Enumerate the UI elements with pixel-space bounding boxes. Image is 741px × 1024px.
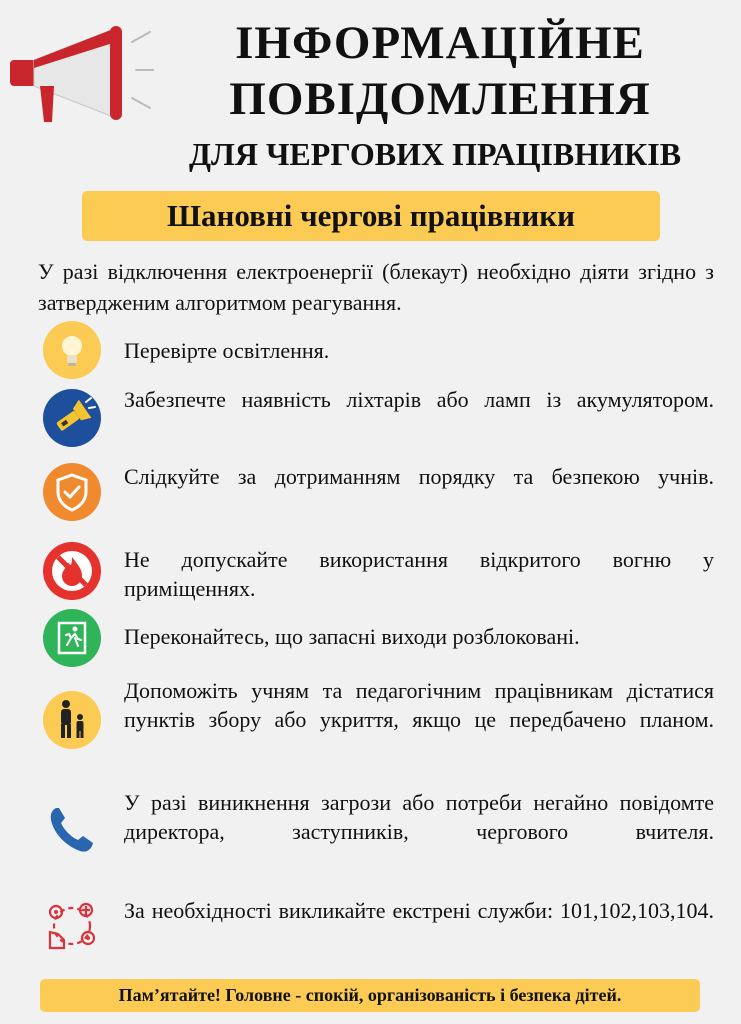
item-text: Не допускайте використання відкритого вогню у приміщеннях. (124, 547, 714, 601)
greeting-text: Шановні чергові працівники (167, 198, 575, 233)
shield-check-icon (42, 462, 102, 522)
footer-banner (40, 979, 700, 1012)
lightbulb-icon (42, 320, 102, 380)
footer-text: Пам’ятайте! Головне - спокій, організованість і безпека дітей. (118, 985, 622, 1005)
megaphone-icon (4, 22, 154, 132)
item-text: Забезпечте наявність ліхтарів або ламп із акумулятором. (124, 387, 714, 412)
item-text: Слідкуйте за дотриманням порядку та безпекою учнів. (124, 464, 714, 489)
title-line2: ПОВІДОМЛЕННЯ (229, 73, 651, 125)
item-text: Переконайтесь, що запасні виходи розблоковані. (124, 624, 580, 649)
title-line1: ІНФОРМАЦІЙНЕ (235, 17, 645, 69)
emergency-exit-icon (42, 608, 102, 668)
greeting-banner (82, 191, 660, 241)
no-fire-icon (42, 541, 102, 601)
item-text: Перевірте освітлення. (124, 338, 330, 363)
item-text: У разі виникнення загрози або потреби негайно повідомте директора, заступників, чергового вчителя. (124, 790, 714, 844)
flashlight-icon (42, 388, 102, 448)
emergency-services-icon (42, 896, 102, 956)
intro-paragraph: У разі відключення електроенергії (блекаут) необхідно діяти згідно з затвердженим алгоритмом реагування. (38, 259, 714, 315)
parent-child-icon (42, 690, 102, 750)
subtitle: ДЛЯ ЧЕРГОВИХ ПРАЦІВНИКІВ (188, 136, 682, 172)
phone-icon (42, 800, 102, 860)
item-text: За необхідності викликайте екстрені служби: 101,102,103,104. (124, 898, 714, 923)
item-text: Допоможіть учням та педагогічним працівникам дістатися пунктів збору або укриття, якщо це передбачено планом. (124, 678, 714, 732)
